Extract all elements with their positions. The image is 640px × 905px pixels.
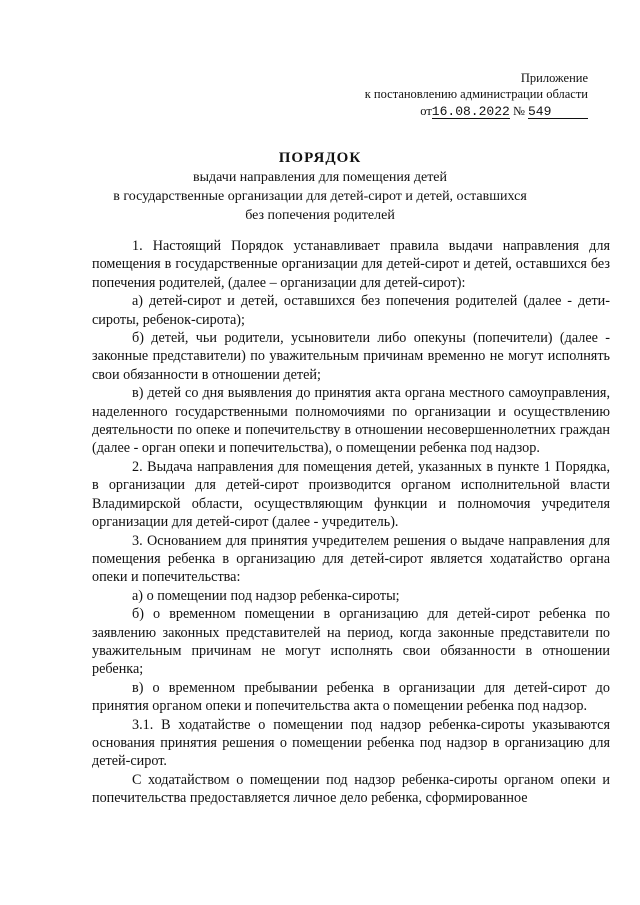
title-line-3: без попечения родителей (245, 208, 395, 223)
title-main: ПОРЯДОК (278, 150, 362, 166)
document-body (92, 237, 610, 808)
paragraph-3: 3. Основанием для принятия учредителем решения о выдаче направления для помещения ребенка в организацию для детей-сирот является ходатайство органа опеки и попечительства: (92, 532, 610, 586)
paragraph-1c: в) детей со дня выявления до принятия акта органа местного самоуправления, наделенного государственными полномочиями по организации и осуществлению деятельности по опеке и попечительству в отношении несовершеннолетних граждан (далее - орган опеки и попечительства), о помещении ребенка под надзор. (92, 385, 610, 457)
paragraph-3-1: 3.1. В ходатайстве о помещении под надзор ребенка-сироты указываются основания принятия решения о помещении ребенка под надзор в организацию для детей-сирот. (92, 716, 610, 770)
appendix-date-line (328, 103, 588, 119)
appendix-label: Приложение (520, 71, 588, 85)
paragraph-2: 2. Выдача направления для помещения детей, указанных в пункте 1 Порядка, в организации для детей-сирот производится органом исполнительной власти Владимирской области, осуществляющим функции и полномочия учредителя организации для детей-сирот (далее - учредитель). (92, 458, 610, 531)
paragraph-1b: б) детей, чьи родители, усыновители либо опекуны (попечители) (далее - законные представители) по уважительным причинам временно не могут исполнять свои обязанности в отношении детей; (92, 330, 610, 383)
paragraph-3c: в) о временном пребывании ребенка в организации для детей-сирот до принятия органом опеки и попечительства акта о помещении ребенка под надзор. (92, 679, 610, 715)
number-prefix: № (512, 104, 525, 118)
paragraph-3-1-cont: С ходатайством о помещении под надзор ребенка-сироты органом опеки и попечительства предоставляется личное дело ребенка, сформированное (92, 771, 610, 807)
paragraph-3b: б) о временном помещении в организацию для детей-сирот ребенка по заявлению законных представителей на период, когда законные представители по уважительным причинам не могут исполнять свои обязанности в отношении ребенка; (92, 606, 610, 678)
appendix-header (328, 70, 588, 119)
paragraph-1a: а) детей-сирот и детей, оставшихся без попечения родителей (далее - дети-сироты, ребенок-сирота); (92, 293, 610, 328)
document-number: 549 (528, 105, 588, 119)
document-title (60, 148, 580, 225)
paragraph-3a: а) о помещении под надзор ребенка-сироты; (132, 587, 400, 604)
title-line-2: в государственные организации для детей-сирот и детей, оставшихся (113, 189, 527, 204)
paragraph-1: 1. Настоящий Порядок устанавливает правила выдачи направления для помещения в государственные организации для детей-сирот и детей, оставшихся без попечения родителей, (далее – организации для детей-сирот): (92, 238, 610, 291)
title-line-1: выдачи направления для помещения детей (192, 170, 448, 185)
document-date: 16.08.2022 (431, 104, 510, 119)
appendix-reference: к постановлению администрации области (364, 87, 588, 101)
date-prefix: от (420, 104, 432, 118)
